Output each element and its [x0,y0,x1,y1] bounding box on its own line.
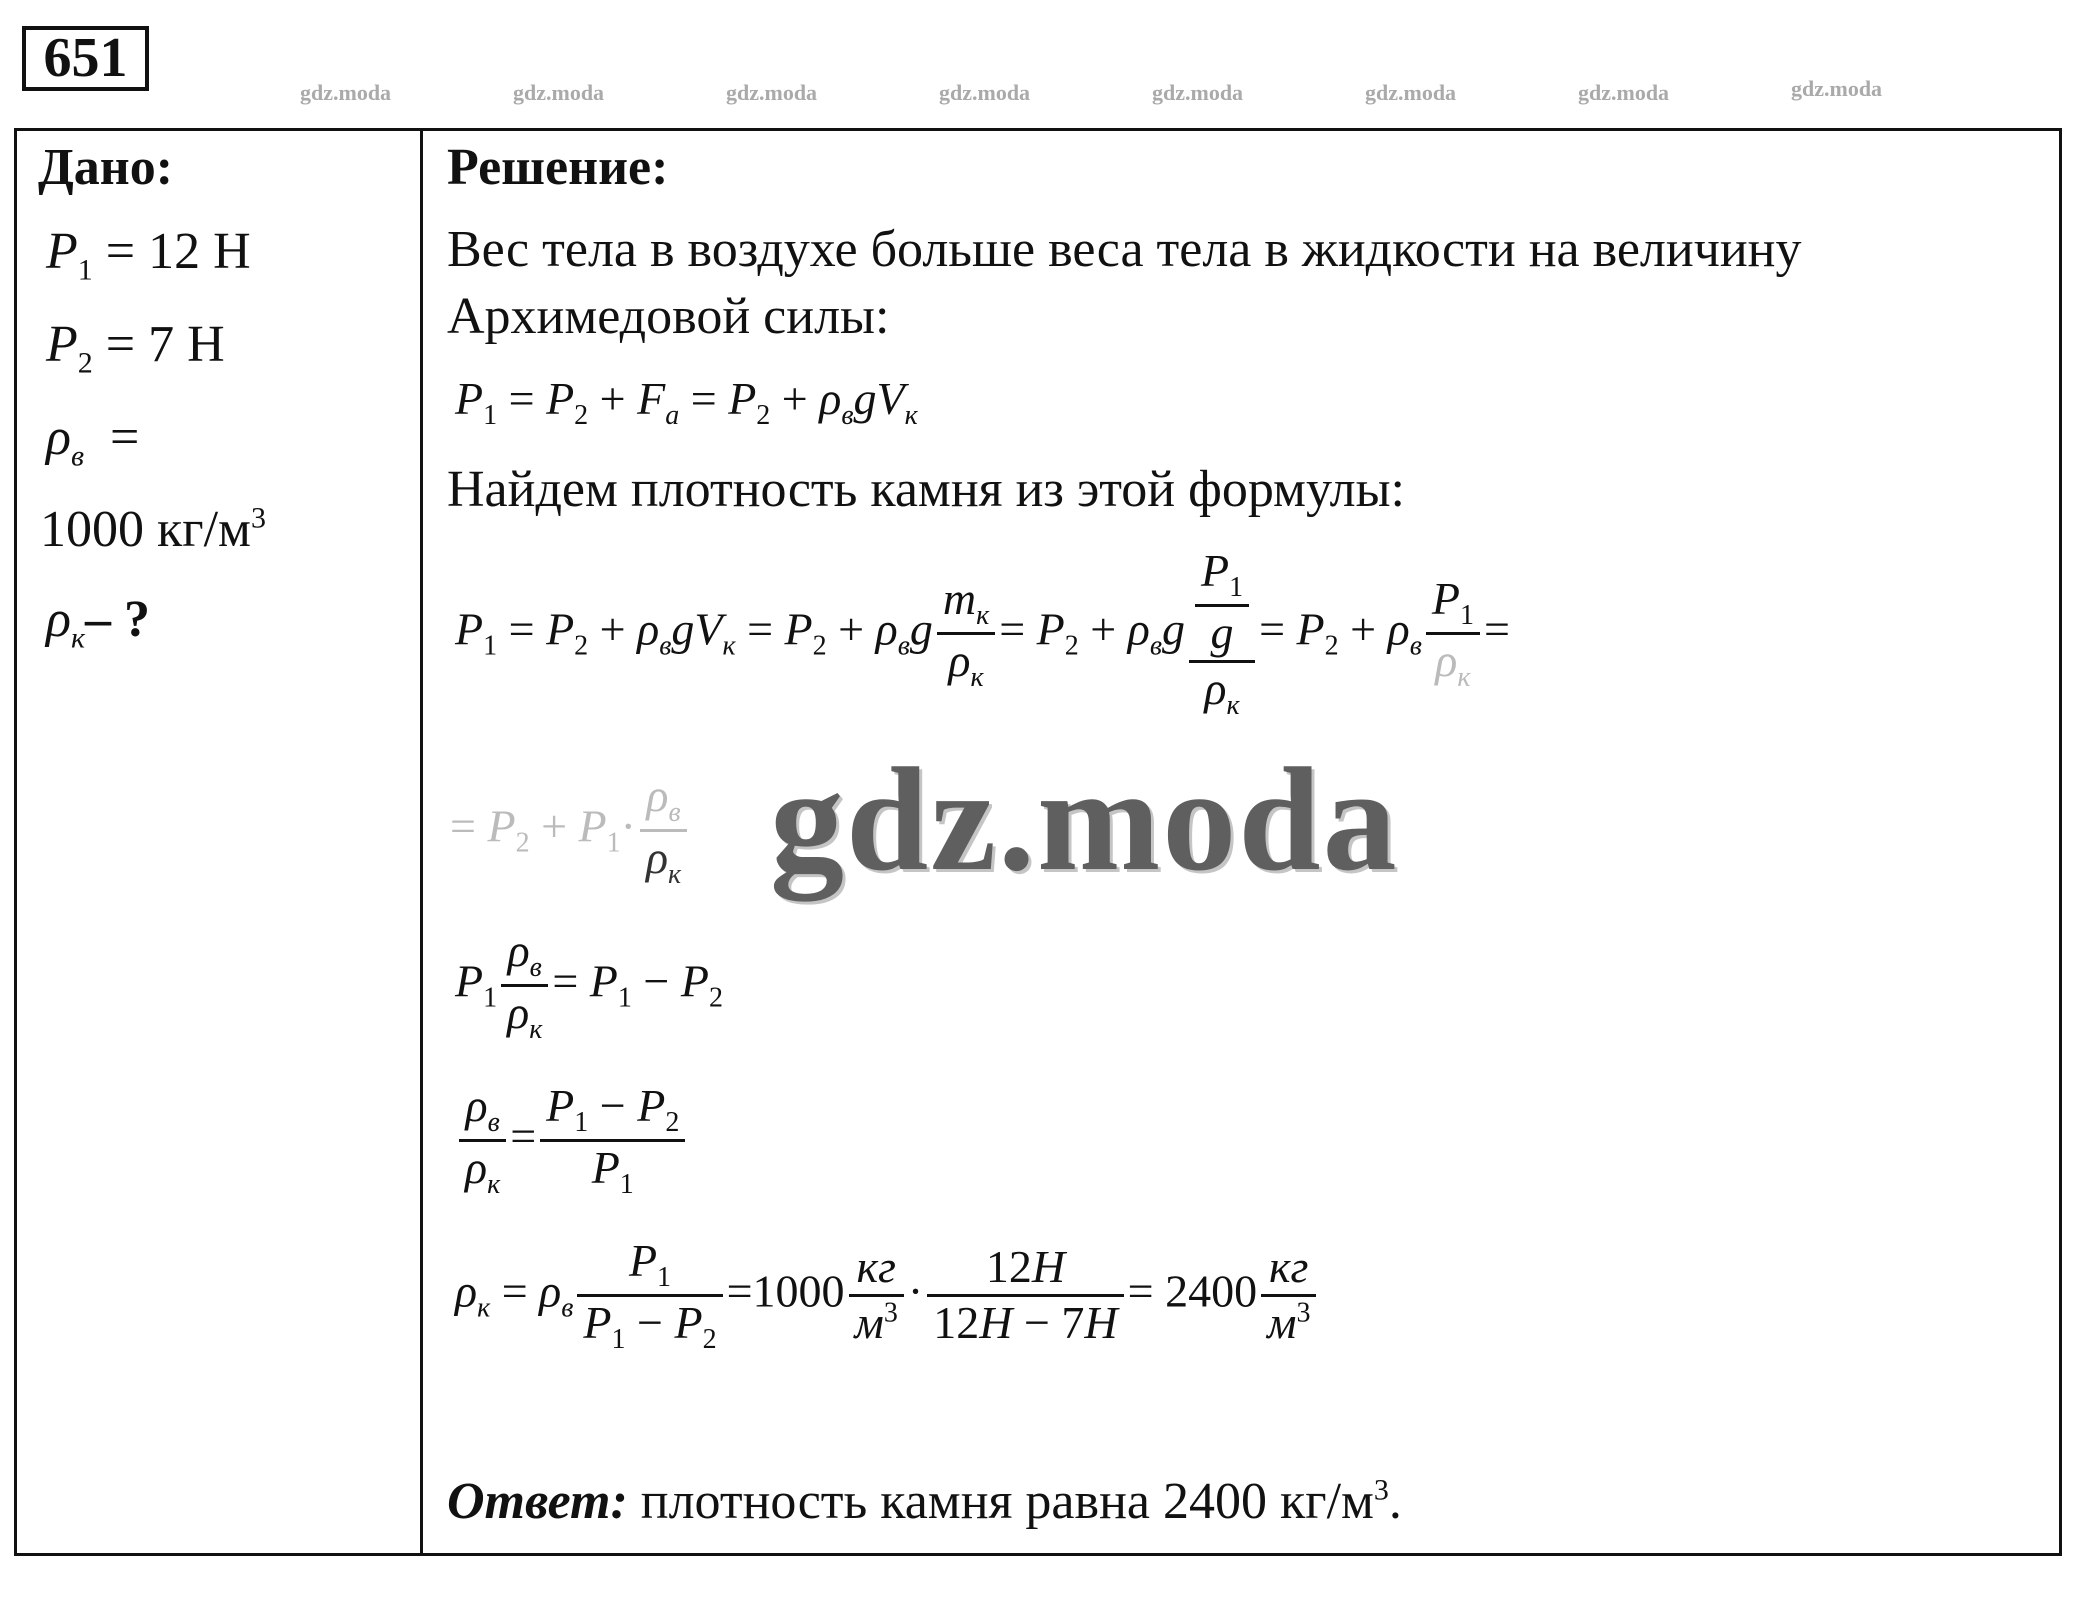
formula-step-2: $\frac{\rho_в}{\rho_к}$ = $\frac{P_1 - P_2}{P_1}$ [455,1080,689,1202]
watermark-logo: gdz.moda [770,738,1399,902]
watermark-text: gdz.moda [1365,80,1457,105]
column-divider [420,128,423,1556]
given-title: Дано: [38,139,174,196]
watermark-text: gdz.moda [1152,80,1244,105]
solution-text-line1: Вес тела в воздухе больше веса тела в жидкости на величину [447,221,1802,278]
watermark-text: gdz.moda [726,80,818,105]
watermark-text: gdz.moda [1578,80,1670,105]
formula-archimedes: $P_1 = P_2 + F_a = P_2 + \rho_вgV_к$ [455,373,918,432]
given-unknown: $\rho_к-$ ? [46,591,151,655]
given-p1: $P_1 = 12$ Н [46,223,251,287]
given-p2: $P_2 = 7$ Н [46,316,225,380]
formula-step-1: $P_1$ $\frac{\rho_в}{\rho_к}$ = $P_1 - P_2$ [455,925,723,1046]
formula-derivation-2: = $P_2 + P_1\cdot$ $\frac{\rho_в}{\rho_к}$ [450,770,691,892]
watermark-text: gdz.moda [1791,76,1883,101]
solution-text-line3: Найдем плотность камня из этой формулы: [447,461,1405,518]
answer-label: Ответ: [447,1473,628,1530]
solution-title: Решение: [447,139,669,196]
problem-number: 651 [22,26,149,91]
answer-text: плотность камня равна 2400 кг/м [640,1473,1374,1530]
watermark-text: gdz.moda [513,80,605,105]
solution-text-line2: Архимедовой силы: [447,288,890,345]
answer: Ответ: плотность камня равна 2400 $кг/м^3$. [447,1473,1402,1530]
given-rho-water: $\rho_в$ = [46,409,140,473]
formula-result: $\rho_к = \rho_в$ $\frac{P_1}{P_1 - P_2}$ =1000 $\frac{кг}{м^3}$ · $\frac{12H}{12H - 7H}$ = 2400 $\frac{кг}{м^3}$ [455,1235,1320,1357]
watermark-text: gdz.moda [300,80,392,105]
given-rho-water-value: 1000 $кг/м^3$ [40,501,266,558]
formula-derivation-1: $P_1 = P_2 + \rho_вgV_к = P_2 + \rho_вg$ $\frac{m_к}{\rho_к}$ = $P_2 + \rho_вg$ $\frac{\frac{P_1}{g}}{\rho_к}$ = $P_2 + \rho_в$ $\frac{P_1}{\rho_к}$ = [455,545,1510,722]
watermark-text: gdz.moda [939,80,1031,105]
